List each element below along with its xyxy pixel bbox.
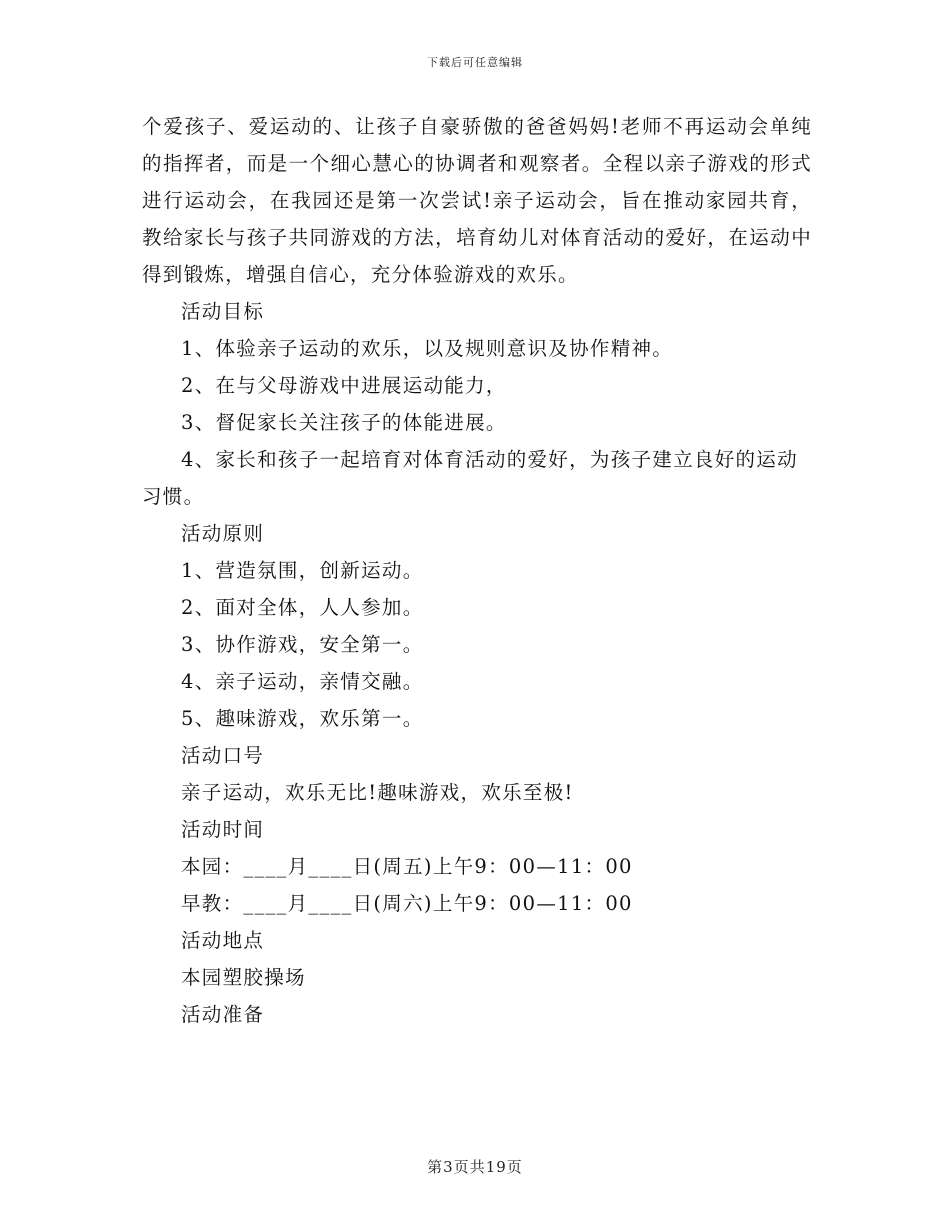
principle-item: 1、营造氛围，创新运动。 [181,559,424,582]
goal-item: 1、体验亲子运动的欢乐，以及规则意识及协作精神。 [181,337,674,360]
time-main-campus: 本园：____月____日(周五)上午9：00—11：00 [181,855,633,878]
place-heading: 活动地点 [181,929,265,952]
goal-item: 4、家长和孩子一起培育对体育活动的爱好，为孩子建立良好的运动习惯。 [142,448,798,508]
place-text: 本园塑胶操场 [181,966,306,989]
slogan-heading: 活动口号 [181,744,265,767]
time-early-education: 早教：____月____日(周六)上午9：00—11：00 [181,892,633,915]
goal-item: 3、督促家长关注孩子的体能进展。 [181,411,507,434]
principle-item: 5、趣味游戏，欢乐第一。 [181,707,424,730]
document-body [142,108,812,1033]
time-heading: 活动时间 [181,818,265,841]
slogan-text: 亲子运动，欢乐无比!趣味游戏，欢乐至极! [181,781,574,804]
page-number: 第3页共19页 [427,1158,523,1176]
intro-paragraph: 个爱孩子、爱运动的、让孩子自豪骄傲的爸爸妈妈!老师不再运动会单纯的指挥者，而是一个细心慧心的协调者和观察者。全程以亲子游戏的形式进行运动会，在我园还是第一次尝试!亲子运动会，旨在推动家园共育，教给家长与孩子共同游戏的方法，培育幼儿对体育活动的爱好，在运动中得到锻炼，增强自信心，充分体验游戏的欢乐。 [142,115,812,286]
principle-item: 2、面对全体，人人参加。 [181,596,424,619]
principle-item: 3、协作游戏，安全第一。 [181,633,424,656]
principle-item: 4、亲子运动，亲情交融。 [181,670,424,693]
principles-heading: 活动原则 [181,522,265,545]
prep-heading: 活动准备 [181,1003,265,1026]
header-note: 下载后可任意编辑 [427,56,523,69]
goals-heading: 活动目标 [181,300,265,323]
goal-item: 2、在与父母游戏中进展运动能力， [181,374,507,397]
